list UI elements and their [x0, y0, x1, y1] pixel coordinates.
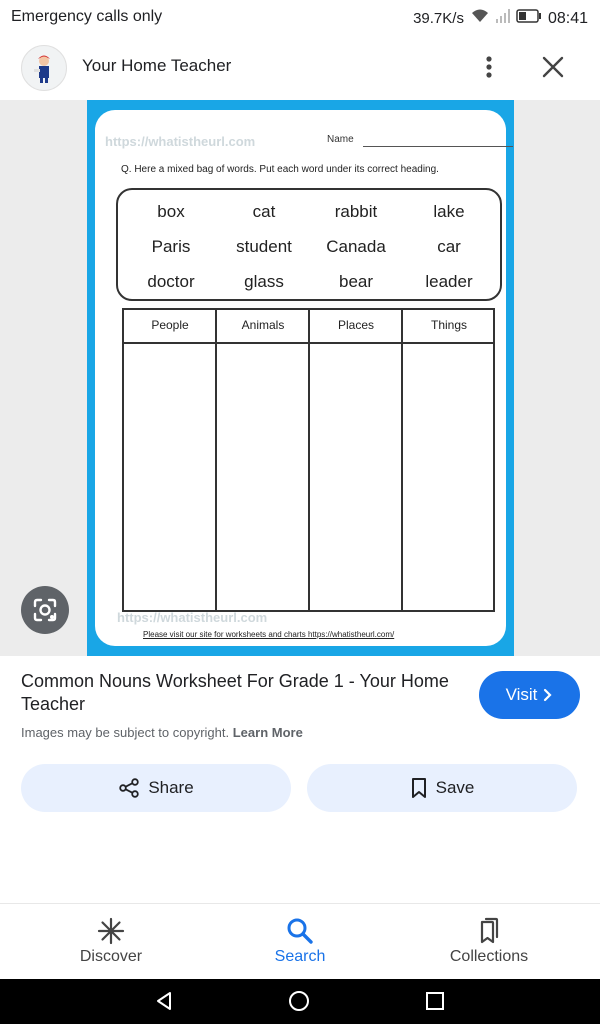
- word: Paris: [151, 237, 191, 256]
- column-divider: [308, 310, 310, 610]
- wifi-icon: [470, 8, 490, 29]
- lens-button[interactable]: [21, 586, 69, 634]
- name-label: Name: [327, 134, 354, 145]
- worksheet-footer: Please visit our site for worksheets and charts https://whatistheurl.com/: [143, 630, 395, 639]
- battery-icon: [516, 9, 542, 28]
- nav-search[interactable]: [220, 914, 380, 966]
- save-button[interactable]: [307, 764, 577, 812]
- result-header: [0, 34, 600, 100]
- column-header: Places: [337, 318, 375, 332]
- nav-discover[interactable]: [31, 914, 191, 966]
- bookmark-icon: [410, 777, 428, 799]
- column-header: Things: [430, 318, 468, 332]
- save-label: Save: [435, 778, 475, 797]
- recents-icon[interactable]: [425, 991, 445, 1011]
- visit-button[interactable]: [479, 671, 580, 719]
- result-title[interactable]: Common Nouns Worksheet For Grade 1 - Your Home Teacher: [21, 671, 449, 714]
- worksheet-paper: [95, 110, 506, 646]
- signal-icon: [496, 9, 510, 28]
- learn-more-link[interactable]: Learn More: [232, 725, 303, 740]
- word: glass: [244, 272, 284, 291]
- word: Canada: [326, 237, 386, 256]
- watermark-top: https://whatistheurl.com: [105, 134, 256, 149]
- status-right: [413, 8, 588, 29]
- share-label: Share: [148, 778, 194, 797]
- clock: 08:41: [547, 9, 588, 27]
- visit-label: Visit: [505, 685, 538, 704]
- chevron-right-icon: [543, 688, 553, 702]
- close-button[interactable]: [538, 52, 568, 82]
- nav-label: Search: [274, 948, 326, 965]
- nav-collections[interactable]: [409, 914, 569, 966]
- word: lake: [433, 202, 465, 221]
- site-name[interactable]: Your Home Teacher: [82, 56, 232, 75]
- carrier-status: Emergency calls only: [11, 8, 163, 25]
- column-header: People: [151, 318, 189, 332]
- column-header: Animals: [241, 318, 285, 332]
- word-bank: [116, 188, 502, 301]
- close-icon: [538, 52, 568, 82]
- status-bar: [0, 0, 600, 34]
- search-icon: [285, 916, 315, 946]
- copyright-notice: [21, 725, 303, 740]
- bottom-navigation: [0, 903, 600, 979]
- column-divider: [215, 310, 217, 610]
- asterisk-icon: [96, 916, 126, 946]
- word: car: [437, 237, 461, 256]
- header-divider: [124, 342, 493, 344]
- site-avatar[interactable]: [21, 45, 67, 91]
- column-divider: [401, 310, 403, 610]
- copyright-text: Images may be subject to copyright.: [21, 725, 230, 740]
- network-speed: 39.7K/s: [413, 10, 464, 27]
- home-icon[interactable]: [288, 990, 310, 1012]
- worksheet-question: Q. Here a mixed bag of words. Put each word under its correct heading.: [121, 164, 439, 175]
- word: leader: [425, 272, 473, 291]
- share-button[interactable]: [21, 764, 291, 812]
- share-icon: [118, 777, 140, 799]
- sorting-table: [122, 308, 495, 612]
- word: doctor: [147, 272, 195, 291]
- teacher-logo-icon: [31, 53, 57, 83]
- nav-label: Collections: [449, 948, 529, 965]
- word: bear: [338, 272, 374, 291]
- collections-icon: [474, 916, 504, 946]
- word: rabbit: [334, 202, 378, 221]
- watermark-bottom: https://whatistheurl.com: [117, 610, 268, 625]
- nav-label: Discover: [79, 948, 143, 965]
- word: student: [236, 237, 292, 256]
- worksheet-image[interactable]: [87, 100, 514, 656]
- back-icon[interactable]: [153, 990, 175, 1012]
- word: cat: [252, 202, 276, 221]
- more-vert-icon: [476, 52, 502, 82]
- word: box: [157, 202, 185, 221]
- name-line: [363, 146, 513, 147]
- system-navigation-bar: [0, 979, 600, 1024]
- image-preview-area: [0, 100, 600, 656]
- lens-icon: [31, 596, 59, 624]
- more-options-button[interactable]: [476, 52, 502, 82]
